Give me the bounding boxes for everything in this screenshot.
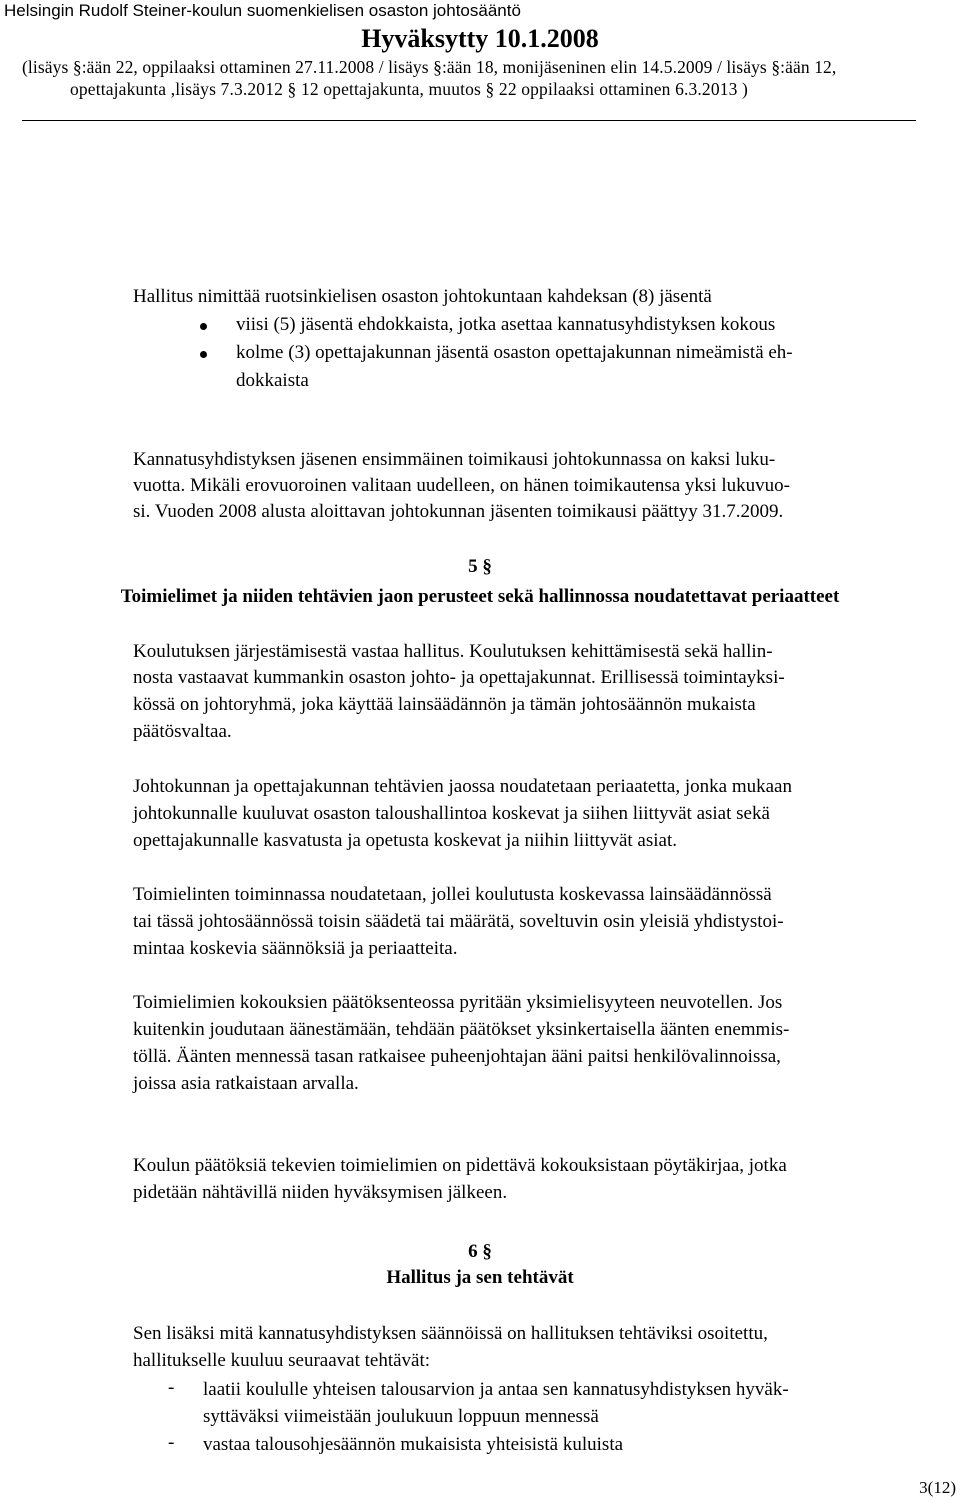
- page-number: 3(12): [919, 1478, 956, 1497]
- paragraph-line: kössä on johtoryhmä, joka käyttää lainsäädännön ja tämän johtosäännön mukaista: [133, 694, 756, 715]
- paragraph-line: mintaa koskevia säännöksiä ja periaatteita.: [133, 938, 458, 959]
- section-6-title: Hallitus ja sen tehtävät: [386, 1267, 574, 1288]
- paragraph-line: päätösvaltaa.: [133, 721, 232, 742]
- paragraph-line: Koulutuksen järjestämisestä vastaa hallitus. Koulutuksen kehittämisestä sekä hallin-: [133, 641, 773, 662]
- dash-bullet: -: [168, 1377, 175, 1398]
- paragraph-line: joissa asia ratkaistaan arvalla.: [133, 1073, 359, 1094]
- list-item: vastaa talousohjesäännön mukaisista yhteisistä kuluista: [203, 1434, 624, 1455]
- paragraph-line: Toimielinten toiminnassa noudatetaan, jollei koulutusta koskevassa lainsäädännössä: [133, 884, 772, 905]
- document-title: Helsingin Rudolf Steiner-koulun suomenkielisen osaston johtosääntö: [4, 1, 521, 20]
- paragraph-line: töllä. Äänten mennessä tasan ratkaisee puheenjohtajan ääni paitsi henkilövalinnoissa,: [133, 1046, 781, 1067]
- paragraph-line: johtokunnalle kuuluvat osaston taloushallintoa koskevat ja siihen liittyvät asiat sekä: [133, 803, 770, 824]
- paragraph-line: Koulun päätöksiä tekevien toimielimien on pidettävä kokouksistaan pöytäkirjaa, jotka: [133, 1155, 787, 1176]
- bullet-item: kolme (3) opettajakunnan jäsentä osaston opettajakunnan nimeämistä eh-: [236, 342, 793, 363]
- paragraph-line: Kannatusyhdistyksen jäsenen ensimmäinen toimikausi johtokunnassa on kaksi luku-: [133, 449, 776, 470]
- bullet-item-continuation: dokkaista: [236, 370, 309, 391]
- list-item: laatii koululle yhteisen talousarvion ja antaa sen kannatusyhdistyksen hyväk-: [203, 1379, 789, 1400]
- paragraph-line: opettajakunnalle kasvatusta ja opetusta koskevat ja niihin liittyvät asiat.: [133, 830, 677, 851]
- list-item-continuation: syttäväksi viimeistään joulukuun loppuun mennessä: [203, 1406, 599, 1427]
- amendments-line-2: opettajakunta ,lisäys 7.3.2012 § 12 opettajakunta, muutos § 22 oppilaaksi ottaminen 6.3.2013 ): [70, 79, 749, 99]
- paragraph-line: Toimielimien kokouksien päätöksenteossa pyritään yksimielisyyteen neuvotellen. Jos: [133, 992, 783, 1013]
- paragraph-line: nosta vastaavat kummankin osaston johto- ja opettajakunnat. Erillisessä toimintayksi-: [133, 667, 785, 688]
- paragraph-line: pidetään nähtävillä niiden hyväksymisen jälkeen.: [133, 1182, 508, 1203]
- paragraph-line: si. Vuoden 2008 alusta aloittavan johtokunnan jäsenten toimikausi päättyy 31.7.2009.: [133, 501, 784, 522]
- section-5-number: 5 §: [468, 556, 492, 577]
- paragraph-line: Sen lisäksi mitä kannatusyhdistyksen säännöissä on hallituksen tehtäviksi osoitettu,: [133, 1323, 768, 1344]
- section-5-title: Toimielimet ja niiden tehtävien jaon perusteet sekä hallinnossa noudatettavat periaatteet: [120, 586, 840, 607]
- paragraph-line: vuotta. Mikäli erovuoroinen valitaan uudelleen, on hänen toimikautensa yksi lukuvuo-: [133, 475, 790, 496]
- board-intro: Hallitus nimittää ruotsinkielisen osaston johtokuntaan kahdeksan (8) jäsentä: [133, 286, 712, 307]
- bullet-item: viisi (5) jäsentä ehdokkaista, jotka asettaa kannatusyhdistyksen kokous: [236, 314, 776, 335]
- approval-date: Hyväksytty 10.1.2008: [361, 24, 599, 53]
- dash-bullet: -: [168, 1432, 175, 1453]
- paragraph-line: kuitenkin joudutaan äänestämään, tehdään päätökset yksinkertaisella äänten enemmis-: [133, 1019, 790, 1040]
- bullet-icon: [200, 351, 207, 358]
- section-6-number: 6 §: [468, 1241, 492, 1262]
- bullet-icon: [200, 323, 207, 330]
- paragraph-line: tai tässä johtosäännössä toisin säädetä tai määrätä, soveltuvin osin yleisiä yhdistystoi-: [133, 911, 784, 932]
- paragraph-line: Johtokunnan ja opettajakunnan tehtävien jaossa noudatetaan periaatetta, jonka mukaan: [133, 776, 792, 797]
- amendments-line-1: (lisäys §:ään 22, oppilaaksi ottaminen 27.11.2008 / lisäys §:ään 18, monijäseninen elin 14.5.2009 / lisäys §:ään 12,: [22, 57, 837, 77]
- header-divider: [22, 120, 916, 121]
- paragraph-line: hallitukselle kuuluu seuraavat tehtävät:: [133, 1350, 431, 1371]
